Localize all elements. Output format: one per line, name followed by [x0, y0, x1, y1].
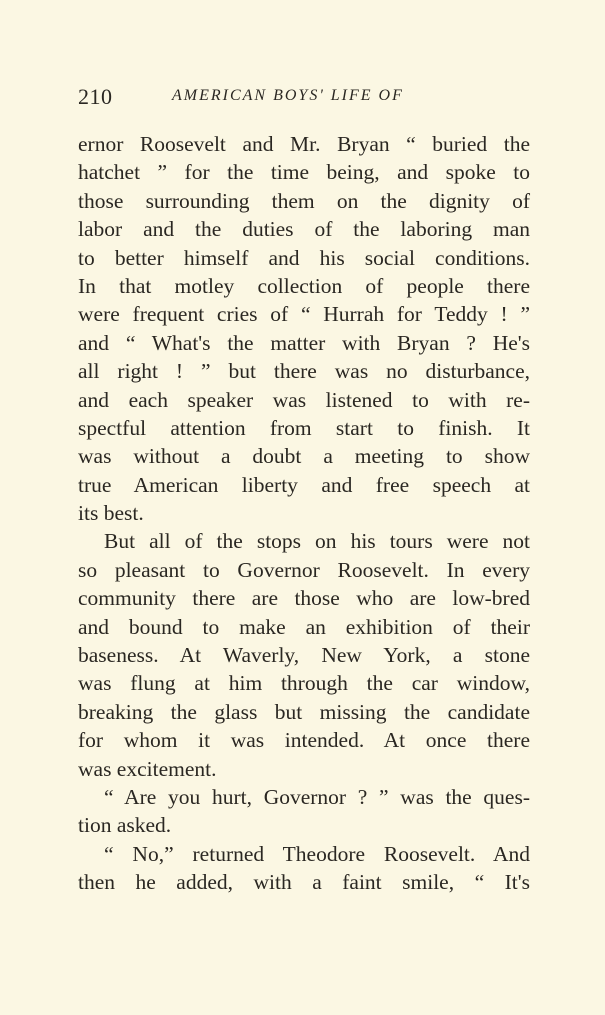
page-header: [78, 84, 538, 114]
text-line: ernor Roosevelt and Mr. Bryan “ buried the: [78, 132, 530, 156]
text-line: for whom it was intended. At once there: [78, 728, 530, 753]
text-line: and each speaker was listened to with re-: [78, 387, 530, 412]
text-line: In that motley collection of people there: [78, 273, 530, 298]
text-line: spectful attention from start to finish. It: [78, 415, 530, 440]
running-head: AMERICAN BOYS' LIFE OF: [172, 87, 404, 104]
text-line: hatchet ” for the time being, and spoke to: [78, 160, 530, 185]
text-line: was without a doubt a meeting to show: [78, 444, 530, 469]
text-line: and bound to make an exhibition of their: [78, 614, 530, 639]
text-line: tion asked.: [78, 813, 172, 838]
text-line: all right ! ” but there was no disturbance,: [78, 359, 530, 384]
text-line: community there are those who are low-bred: [78, 586, 530, 611]
text-line: baseness. At Waverly, New York, a stone: [78, 643, 530, 668]
text-line: true American liberty and free speech at: [78, 472, 530, 497]
text-line: those surrounding them on the dignity of: [78, 188, 530, 213]
page-number: 210: [78, 84, 113, 109]
text-line: to better himself and his social conditions.: [78, 245, 530, 270]
text-line: “ No,” returned Theodore Roosevelt. And: [104, 841, 530, 866]
text-line: breaking the glass but missing the candidate: [78, 699, 530, 724]
text-line: But all of the stops on his tours were not: [104, 529, 530, 554]
text-line: and “ What's the matter with Bryan ? He's: [78, 330, 530, 355]
text-line: was excitement.: [78, 756, 217, 781]
text-line: was flung at him through the car window,: [78, 671, 530, 696]
body-text: [78, 130, 530, 897]
text-line: labor and the duties of the laboring man: [78, 217, 530, 242]
text-line: its best.: [78, 501, 144, 526]
text-line: “ Are you hurt, Governor ? ” was the ques-: [104, 784, 530, 809]
text-line: so pleasant to Governor Roosevelt. In every: [78, 557, 530, 582]
text-line: were frequent cries of “ Hurrah for Teddy ! ”: [78, 302, 530, 327]
text-line: then he added, with a faint smile, “ It's: [78, 870, 530, 895]
